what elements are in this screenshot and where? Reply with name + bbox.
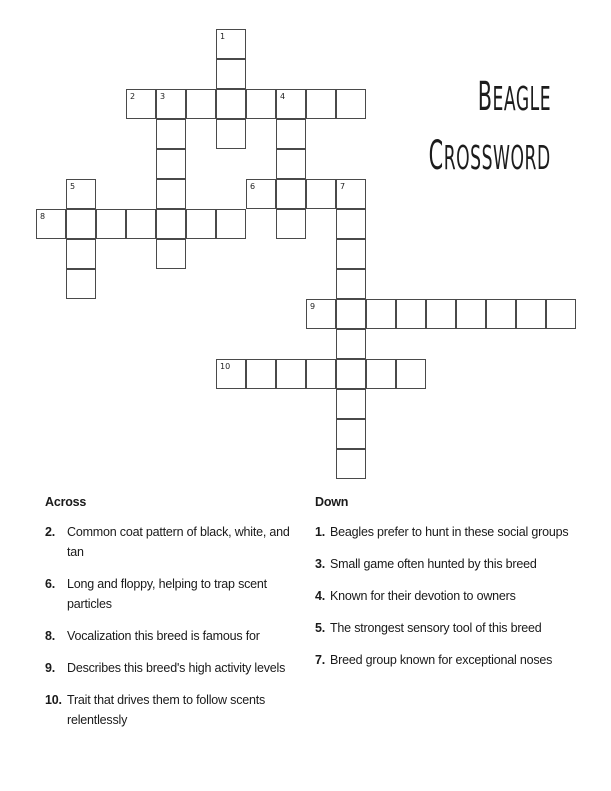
grid-cell[interactable] — [246, 89, 276, 119]
clue-number: 7. — [315, 653, 326, 667]
clue-down-4 — [315, 586, 575, 606]
clue-down-3 — [315, 554, 575, 574]
grid-cell[interactable] — [276, 149, 306, 179]
clue-number: 1. — [315, 525, 326, 539]
clue-text: Trait that drives them to follow scents relentlessly — [67, 693, 266, 727]
grid-cell[interactable] — [156, 209, 186, 239]
grid-cell[interactable] — [276, 119, 306, 149]
clue-number: 10. — [45, 693, 62, 707]
cell-number: 8 — [40, 212, 46, 221]
grid-cell[interactable] — [186, 89, 216, 119]
grid-cell[interactable] — [66, 239, 96, 269]
grid-cell[interactable] — [276, 179, 306, 209]
grid-cell[interactable] — [396, 359, 426, 389]
clue-number: 4. — [315, 589, 326, 603]
grid-cell[interactable] — [336, 209, 366, 239]
clue-text: Small game often hunted by this breed — [330, 557, 537, 571]
clue-across-10 — [45, 690, 300, 730]
cell-number: 5 — [70, 182, 76, 191]
clue-across-2 — [45, 522, 300, 562]
grid-cell[interactable] — [276, 89, 306, 119]
grid-cell[interactable] — [186, 209, 216, 239]
grid-cell[interactable] — [246, 359, 276, 389]
clue-across-9 — [45, 658, 300, 678]
down-heading: Down — [315, 495, 349, 509]
grid-cell[interactable] — [336, 449, 366, 479]
grid-cell[interactable] — [516, 299, 546, 329]
grid-cell[interactable] — [366, 359, 396, 389]
clue-down-1 — [315, 522, 575, 542]
grid-cell[interactable] — [336, 179, 366, 209]
grid-cell[interactable] — [396, 299, 426, 329]
clue-text: The strongest sensory tool of this breed — [330, 621, 542, 635]
grid-cell[interactable] — [216, 359, 246, 389]
grid-cell[interactable] — [66, 269, 96, 299]
grid-cell[interactable] — [156, 239, 186, 269]
across-heading: Across — [45, 495, 87, 509]
grid-cell[interactable] — [156, 89, 186, 119]
clue-text: Beagles prefer to hunt in these social groups — [330, 525, 569, 539]
grid-cell[interactable] — [486, 299, 516, 329]
grid-cell[interactable] — [66, 209, 96, 239]
clue-text: Common coat pattern of black, white, and tan — [67, 525, 290, 559]
grid-cell[interactable] — [336, 89, 366, 119]
grid-cell[interactable] — [456, 299, 486, 329]
clue-text: Known for their devotion to owners — [330, 589, 516, 603]
clue-down-7 — [315, 650, 575, 670]
cell-number: 1 — [220, 32, 226, 41]
grid-cell[interactable] — [546, 299, 576, 329]
cell-number: 6 — [250, 182, 256, 191]
clue-number: 8. — [45, 629, 56, 643]
clue-number: 3. — [315, 557, 326, 571]
grid-cell[interactable] — [366, 299, 396, 329]
grid-cell[interactable] — [246, 179, 276, 209]
grid-cell[interactable] — [306, 299, 336, 329]
grid-cell[interactable] — [156, 119, 186, 149]
grid-cell[interactable] — [156, 179, 186, 209]
grid-cell[interactable] — [216, 29, 246, 59]
grid-cell[interactable] — [126, 209, 156, 239]
grid-cell[interactable] — [216, 59, 246, 89]
cell-number: 7 — [340, 182, 346, 191]
grid-cell[interactable] — [336, 389, 366, 419]
clue-text: Breed group known for exceptional noses — [330, 653, 553, 667]
clue-number: 9. — [45, 661, 56, 675]
grid-cell[interactable] — [336, 359, 366, 389]
grid-cell[interactable] — [426, 299, 456, 329]
clue-down-5 — [315, 618, 575, 638]
cell-number: 3 — [160, 92, 166, 101]
grid-cell[interactable] — [306, 359, 336, 389]
title-line-2: CROSSWORD — [428, 133, 551, 179]
grid-cell[interactable] — [156, 149, 186, 179]
grid-cell[interactable] — [336, 419, 366, 449]
title-line-1: BEAGLE — [477, 74, 551, 120]
grid-cell[interactable] — [276, 359, 306, 389]
clue-number: 6. — [45, 577, 56, 591]
clue-text: Vocalization this breed is famous for — [67, 629, 260, 643]
cell-number: 10 — [220, 362, 231, 371]
clue-across-6 — [45, 574, 300, 614]
clue-text: Describes this breed's high activity levels — [67, 661, 286, 675]
grid-cell[interactable] — [126, 89, 156, 119]
grid-cell[interactable] — [216, 209, 246, 239]
clue-text: Long and floppy, helping to trap scent particles — [67, 577, 267, 611]
across-clues — [45, 494, 300, 742]
cell-number: 9 — [310, 302, 316, 311]
clue-number: 2. — [45, 525, 56, 539]
grid-cell[interactable] — [336, 299, 366, 329]
grid-cell[interactable] — [336, 329, 366, 359]
grid-cell[interactable] — [66, 179, 96, 209]
grid-cell[interactable] — [306, 179, 336, 209]
down-clues — [315, 494, 575, 682]
grid-cell[interactable] — [96, 209, 126, 239]
grid-cell[interactable] — [36, 209, 66, 239]
grid-cell[interactable] — [336, 239, 366, 269]
grid-cell[interactable] — [336, 269, 366, 299]
grid-cell[interactable] — [216, 119, 246, 149]
cell-number: 4 — [280, 92, 286, 101]
grid-cell[interactable] — [216, 89, 246, 119]
clue-across-8 — [45, 626, 300, 646]
grid-cell[interactable] — [306, 89, 336, 119]
cell-number: 2 — [130, 92, 136, 101]
clue-number: 5. — [315, 621, 326, 635]
grid-cell[interactable] — [276, 209, 306, 239]
